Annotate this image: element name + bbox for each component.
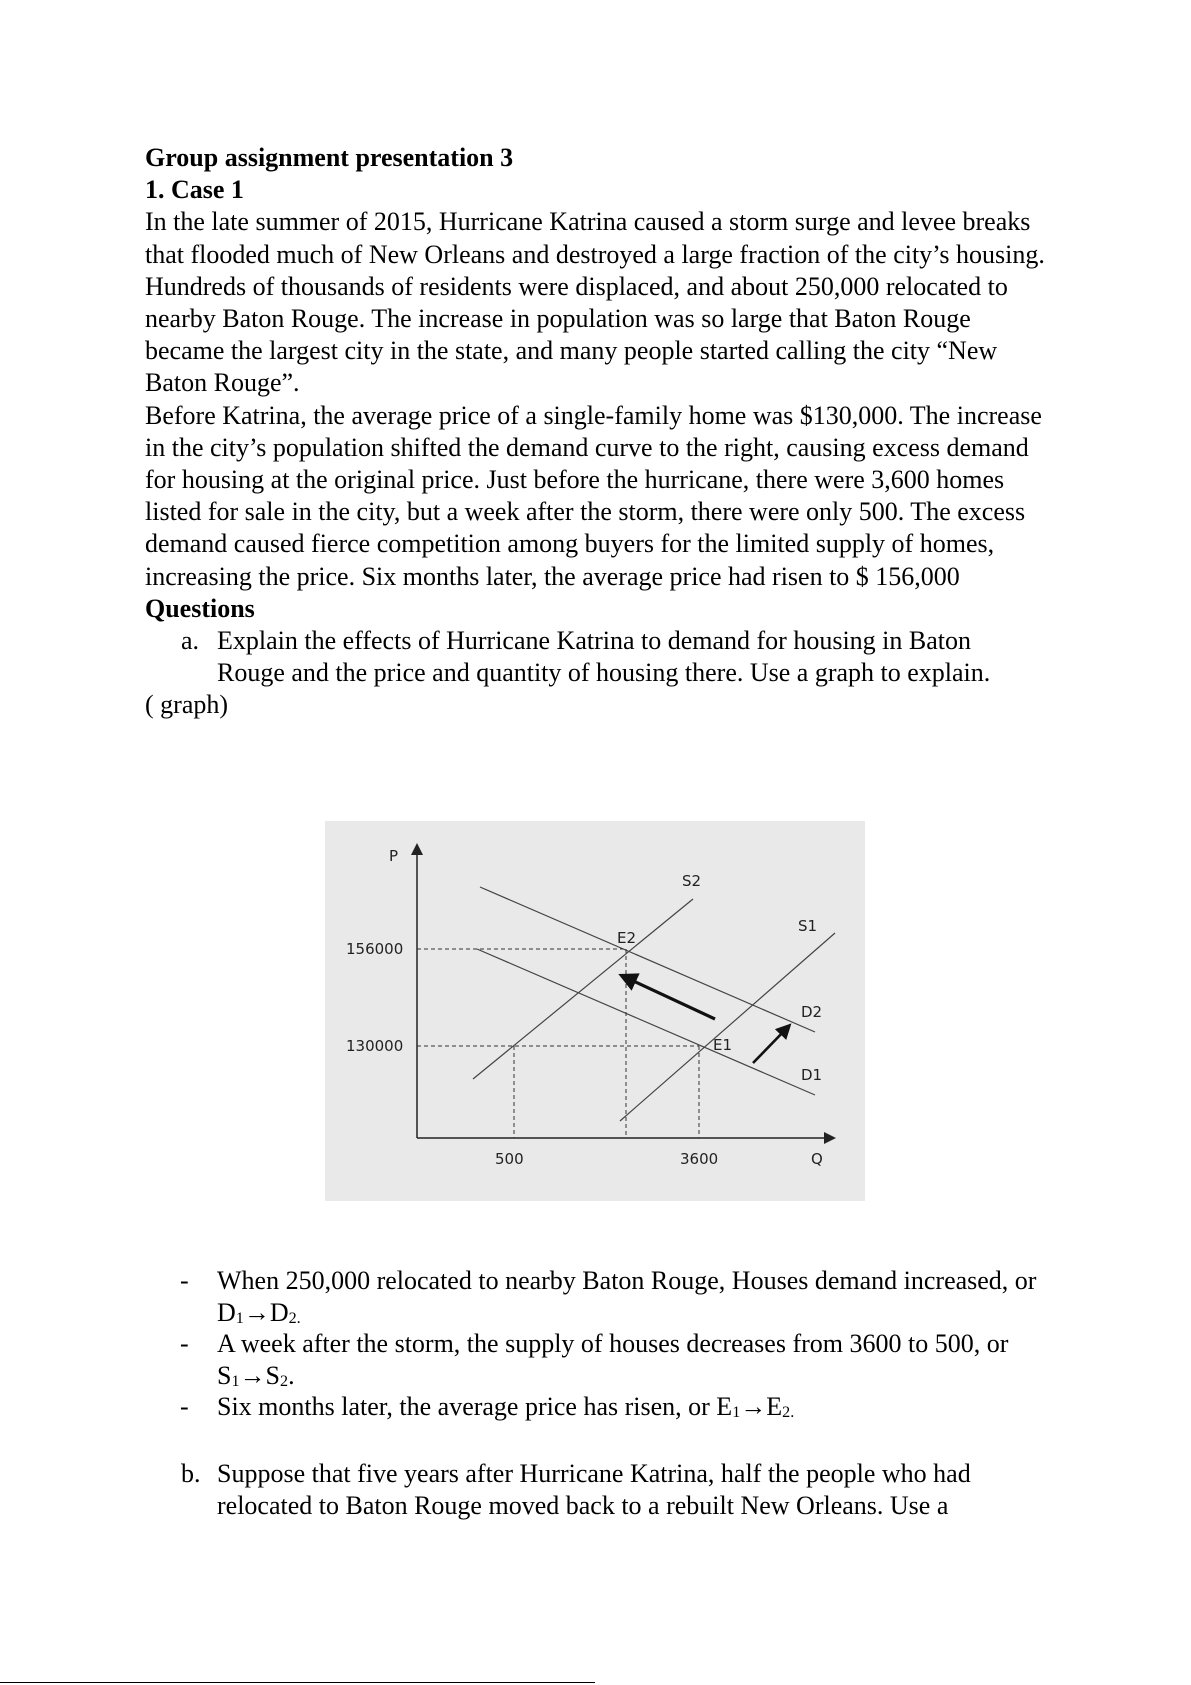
label-d2: D2 <box>801 1003 823 1021</box>
bullet-text: When 250,000 relocated to nearby Baton Rouge, Houses demand increased, or D <box>217 1266 1037 1327</box>
label-d1: D1 <box>801 1066 823 1084</box>
bullet-arrow: →S <box>239 1360 280 1390</box>
demand-curve-d1 <box>477 949 815 1095</box>
chart-svg <box>325 821 865 1201</box>
x-tick-3600: 3600 <box>680 1150 719 1168</box>
question-b-label: b. <box>181 1459 201 1488</box>
equilibrium-shift-arrow <box>627 978 715 1019</box>
y-axis-label: P <box>389 847 399 865</box>
bullet-sub: 1 <box>235 1309 244 1327</box>
bullet-sub: 1 <box>231 1372 240 1390</box>
question-a-label: a. <box>181 626 200 656</box>
bullet-dash: - <box>180 1329 189 1358</box>
bullet-sub: 1 <box>732 1404 741 1421</box>
answer-bullets <box>145 1265 1045 1423</box>
demand-curve-d2 <box>480 887 818 1032</box>
label-s2: S2 <box>682 872 702 890</box>
bullet-sub: 2 <box>280 1372 289 1390</box>
question-b-paragraph <box>181 1458 1045 1521</box>
bullet-dash: - <box>180 1266 189 1295</box>
x-tick-500: 500 <box>495 1150 524 1168</box>
bullet-tail: . <box>288 1360 295 1390</box>
y-tick-156000: 156000 <box>346 940 404 958</box>
bullet-text: A week after the storm, the supply of houses decreases from 3600 to 500, or S <box>217 1329 1009 1390</box>
y-tick-130000: 130000 <box>346 1037 404 1055</box>
bullet-sub: 2. <box>288 1309 301 1327</box>
paragraph-2: Before Katrina, the average price of a single-family home was $130,000. The increase in the city’s population shifted the demand curve to the right, causing excess demand for housing at the original price. Just before the hurricane, there were 3,600 homes listed for sale in the city, but a week after the storm, there were only 500. The excess demand caused fierce competition among buyers for the limited supply of homes, increasing the price. Six months later, the average price had risen to $ 156,000 <box>145 400 1042 591</box>
label-s1: S1 <box>798 917 818 935</box>
bullet-item <box>145 1265 1045 1328</box>
question-a-text: Explain the effects of Hurricane Katrina to demand for housing in Baton Rouge and the price and quantity of housing there. Use a graph to explain. <box>217 626 991 688</box>
x-axis-label: Q <box>811 1150 823 1168</box>
bullet-sub: 2. <box>782 1404 795 1421</box>
footer-rule <box>0 1682 595 1683</box>
document-title: Group assignment presentation 3 <box>145 143 514 172</box>
demand-shift-arrow <box>753 1029 786 1063</box>
label-e1: E1 <box>713 1036 733 1054</box>
question-a <box>181 625 1045 689</box>
label-e2: E2 <box>617 929 637 947</box>
bullet-text: Six months later, the average price has risen, or E <box>217 1392 733 1421</box>
question-b-text: Suppose that five years after Hurricane Katrina, half the people who had relocated to Baton Rouge moved back to a rebuilt New Orleans. Use a <box>217 1459 971 1520</box>
supply-curve-s2 <box>473 899 693 1079</box>
questions-heading: Questions <box>145 593 255 623</box>
bullet-arrow: →D <box>243 1297 289 1327</box>
supply-demand-chart <box>325 821 865 1201</box>
graph-note: ( graph) <box>145 690 229 720</box>
bullet-item <box>145 1391 1045 1423</box>
bullet-arrow: →E <box>740 1392 783 1421</box>
bullet-dash: - <box>180 1392 189 1421</box>
case-heading: 1. Case 1 <box>145 175 244 205</box>
bullet-item <box>145 1328 1045 1391</box>
paragraph-1: In the late summer of 2015, Hurricane Katrina caused a storm surge and levee breaks that flooded much of New Orleans and destroyed a large fraction of the city’s housing. Hundreds of thousands of residents were displaced, and about 250,000 relocated to nearby Baton Rouge. The increase in population was so large that Baton Rouge became the largest city in the state, and many people started calling the city “New Baton Rouge”. <box>145 207 1045 398</box>
question-b <box>145 1458 1045 1521</box>
document-body <box>145 142 1045 722</box>
